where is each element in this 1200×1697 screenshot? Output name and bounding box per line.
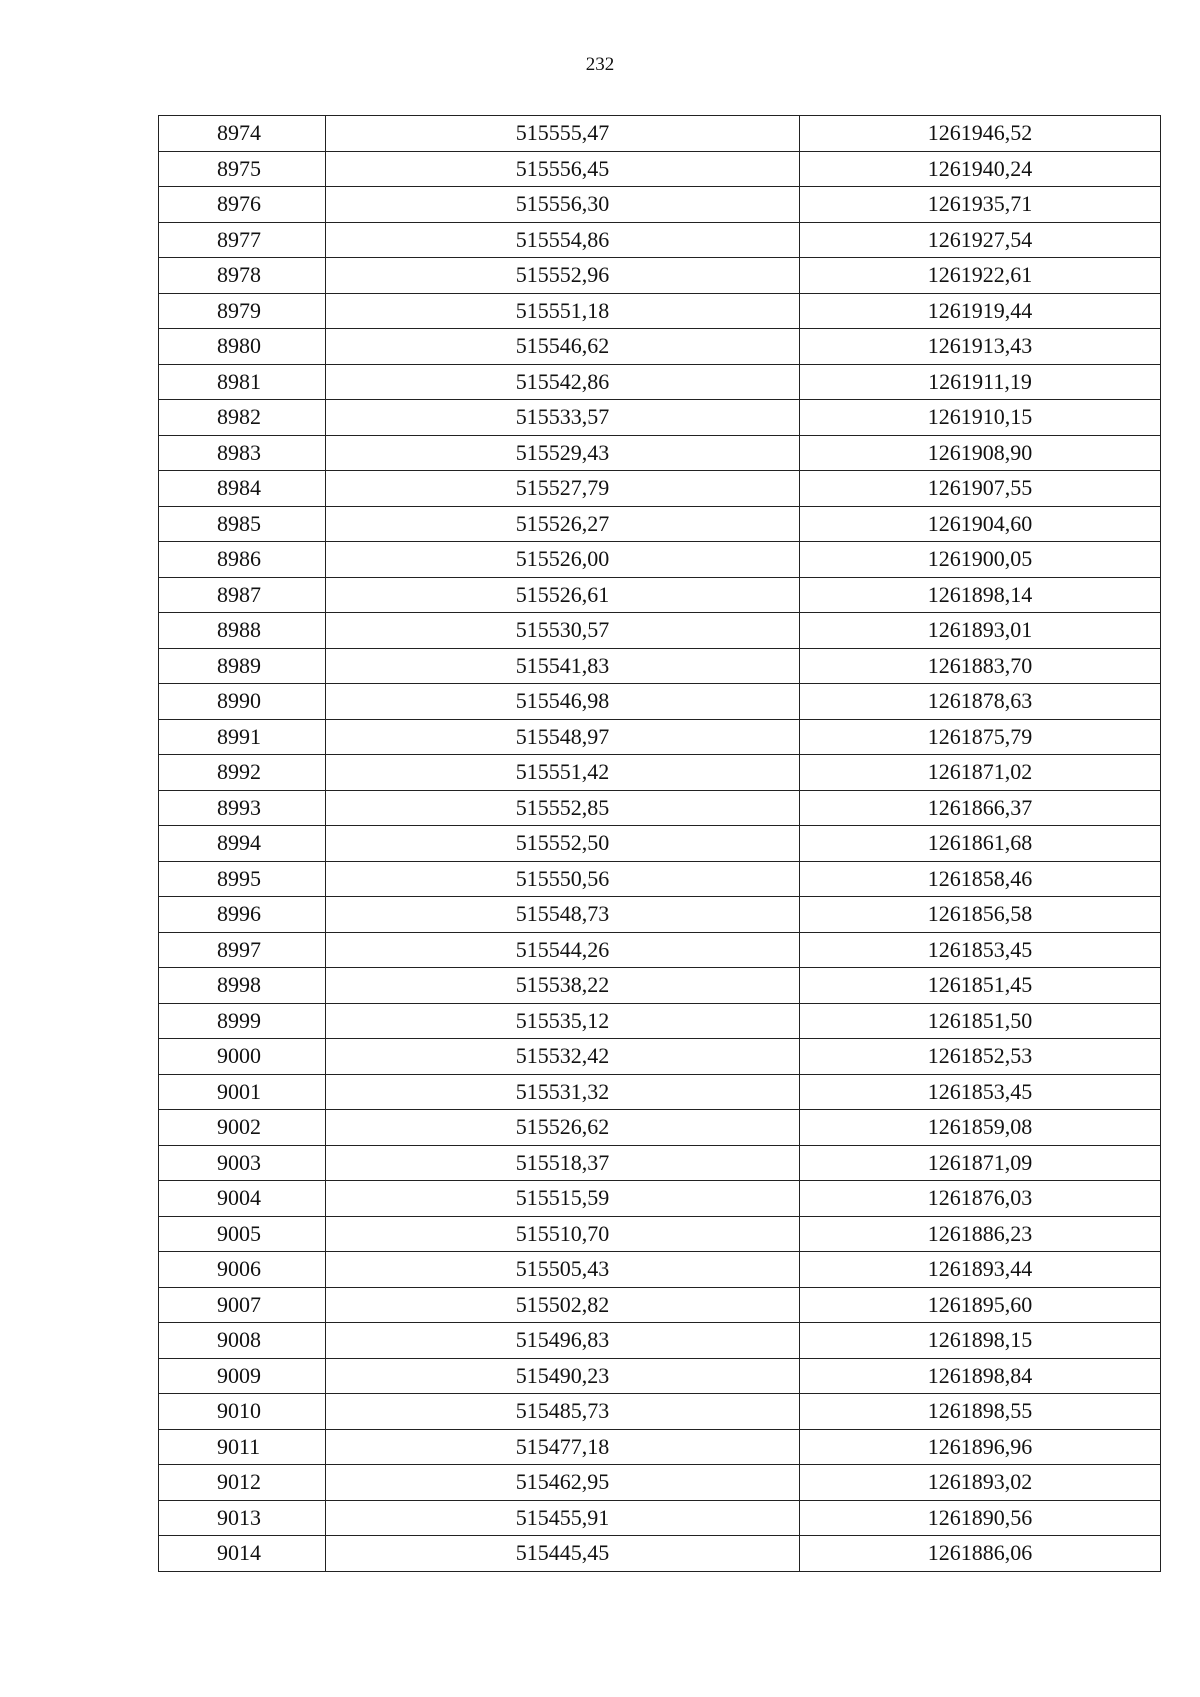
x-coordinate-cell: 515462,95	[326, 1465, 800, 1501]
table-row	[159, 1003, 1161, 1039]
x-coordinate-cell: 515477,18	[326, 1429, 800, 1465]
table-row	[159, 613, 1161, 649]
point-number-cell: 9000	[159, 1039, 326, 1075]
point-number-cell: 9012	[159, 1465, 326, 1501]
x-coordinate-cell: 515551,42	[326, 755, 800, 791]
x-coordinate-cell: 515544,26	[326, 932, 800, 968]
x-coordinate-cell: 515535,12	[326, 1003, 800, 1039]
y-coordinate-cell: 1261895,60	[800, 1287, 1161, 1323]
table-row	[159, 1074, 1161, 1110]
point-number-cell: 8975	[159, 151, 326, 187]
point-number-cell: 8999	[159, 1003, 326, 1039]
x-coordinate-cell: 515556,45	[326, 151, 800, 187]
y-coordinate-cell: 1261883,70	[800, 648, 1161, 684]
x-coordinate-cell: 515532,42	[326, 1039, 800, 1075]
y-coordinate-cell: 1261859,08	[800, 1110, 1161, 1146]
x-coordinate-cell: 515515,59	[326, 1181, 800, 1217]
point-number-cell: 9007	[159, 1287, 326, 1323]
point-number-cell: 8988	[159, 613, 326, 649]
y-coordinate-cell: 1261898,15	[800, 1323, 1161, 1359]
table-row	[159, 1181, 1161, 1217]
x-coordinate-cell: 515510,70	[326, 1216, 800, 1252]
x-coordinate-cell: 515502,82	[326, 1287, 800, 1323]
point-number-cell: 8993	[159, 790, 326, 826]
table-row	[159, 506, 1161, 542]
y-coordinate-cell: 1261907,55	[800, 471, 1161, 507]
x-coordinate-cell: 515529,43	[326, 435, 800, 471]
y-coordinate-cell: 1261871,09	[800, 1145, 1161, 1181]
table-row	[159, 400, 1161, 436]
table-row	[159, 1252, 1161, 1288]
point-number-cell: 9002	[159, 1110, 326, 1146]
x-coordinate-cell: 515526,62	[326, 1110, 800, 1146]
point-number-cell: 8987	[159, 577, 326, 613]
x-coordinate-cell: 515526,27	[326, 506, 800, 542]
point-number-cell: 8979	[159, 293, 326, 329]
x-coordinate-cell: 515556,30	[326, 187, 800, 223]
table-row	[159, 932, 1161, 968]
table-row	[159, 755, 1161, 791]
table-row	[159, 1429, 1161, 1465]
y-coordinate-cell: 1261851,45	[800, 968, 1161, 1004]
x-coordinate-cell: 515541,83	[326, 648, 800, 684]
coordinates-table-body	[159, 116, 1161, 1572]
table-row	[159, 222, 1161, 258]
point-number-cell: 8981	[159, 364, 326, 400]
table-row	[159, 471, 1161, 507]
table-row	[159, 187, 1161, 223]
y-coordinate-cell: 1261853,45	[800, 1074, 1161, 1110]
point-number-cell: 8986	[159, 542, 326, 578]
table-row	[159, 1536, 1161, 1572]
y-coordinate-cell: 1261893,02	[800, 1465, 1161, 1501]
point-number-cell: 8995	[159, 861, 326, 897]
x-coordinate-cell: 515550,56	[326, 861, 800, 897]
point-number-cell: 8992	[159, 755, 326, 791]
y-coordinate-cell: 1261910,15	[800, 400, 1161, 436]
y-coordinate-cell: 1261851,50	[800, 1003, 1161, 1039]
y-coordinate-cell: 1261911,19	[800, 364, 1161, 400]
table-row	[159, 1039, 1161, 1075]
y-coordinate-cell: 1261900,05	[800, 542, 1161, 578]
table-row	[159, 577, 1161, 613]
page-number: 232	[585, 54, 615, 75]
y-coordinate-cell: 1261922,61	[800, 258, 1161, 294]
y-coordinate-cell: 1261904,60	[800, 506, 1161, 542]
point-number-cell: 8985	[159, 506, 326, 542]
table-row	[159, 648, 1161, 684]
point-number-cell: 8976	[159, 187, 326, 223]
x-coordinate-cell: 515551,18	[326, 293, 800, 329]
point-number-cell: 8983	[159, 435, 326, 471]
point-number-cell: 9014	[159, 1536, 326, 1572]
y-coordinate-cell: 1261878,63	[800, 684, 1161, 720]
x-coordinate-cell: 515538,22	[326, 968, 800, 1004]
y-coordinate-cell: 1261893,01	[800, 613, 1161, 649]
point-number-cell: 9006	[159, 1252, 326, 1288]
point-number-cell: 8991	[159, 719, 326, 755]
y-coordinate-cell: 1261886,06	[800, 1536, 1161, 1572]
point-number-cell: 8998	[159, 968, 326, 1004]
x-coordinate-cell: 515552,50	[326, 826, 800, 862]
y-coordinate-cell: 1261890,56	[800, 1500, 1161, 1536]
point-number-cell: 8984	[159, 471, 326, 507]
x-coordinate-cell: 515533,57	[326, 400, 800, 436]
point-number-cell: 8978	[159, 258, 326, 294]
table-row	[159, 861, 1161, 897]
y-coordinate-cell: 1261935,71	[800, 187, 1161, 223]
x-coordinate-cell: 515548,97	[326, 719, 800, 755]
y-coordinate-cell: 1261908,90	[800, 435, 1161, 471]
x-coordinate-cell: 515546,98	[326, 684, 800, 720]
x-coordinate-cell: 515496,83	[326, 1323, 800, 1359]
y-coordinate-cell: 1261856,58	[800, 897, 1161, 933]
table-row	[159, 1323, 1161, 1359]
point-number-cell: 9004	[159, 1181, 326, 1217]
point-number-cell: 9010	[159, 1394, 326, 1430]
y-coordinate-cell: 1261898,14	[800, 577, 1161, 613]
table-row	[159, 329, 1161, 365]
table-row	[159, 1216, 1161, 1252]
y-coordinate-cell: 1261898,55	[800, 1394, 1161, 1430]
table-row	[159, 1358, 1161, 1394]
point-number-cell: 8977	[159, 222, 326, 258]
table-row	[159, 826, 1161, 862]
y-coordinate-cell: 1261871,02	[800, 755, 1161, 791]
y-coordinate-cell: 1261852,53	[800, 1039, 1161, 1075]
table-row	[159, 684, 1161, 720]
point-number-cell: 8996	[159, 897, 326, 933]
table-row	[159, 435, 1161, 471]
table-row	[159, 719, 1161, 755]
table-row	[159, 1465, 1161, 1501]
y-coordinate-cell: 1261896,96	[800, 1429, 1161, 1465]
x-coordinate-cell: 515490,23	[326, 1358, 800, 1394]
table-row	[159, 897, 1161, 933]
point-number-cell: 9009	[159, 1358, 326, 1394]
y-coordinate-cell: 1261866,37	[800, 790, 1161, 826]
table-row	[159, 151, 1161, 187]
point-number-cell: 8990	[159, 684, 326, 720]
table-row	[159, 258, 1161, 294]
table-row	[159, 1110, 1161, 1146]
y-coordinate-cell: 1261876,03	[800, 1181, 1161, 1217]
x-coordinate-cell: 515505,43	[326, 1252, 800, 1288]
x-coordinate-cell: 515485,73	[326, 1394, 800, 1430]
point-number-cell: 9001	[159, 1074, 326, 1110]
point-number-cell: 9003	[159, 1145, 326, 1181]
y-coordinate-cell: 1261893,44	[800, 1252, 1161, 1288]
point-number-cell: 8989	[159, 648, 326, 684]
table-row	[159, 1500, 1161, 1536]
y-coordinate-cell: 1261913,43	[800, 329, 1161, 365]
x-coordinate-cell: 515552,96	[326, 258, 800, 294]
x-coordinate-cell: 515548,73	[326, 897, 800, 933]
table-row	[159, 116, 1161, 152]
table-row	[159, 1287, 1161, 1323]
point-number-cell: 9013	[159, 1500, 326, 1536]
point-number-cell: 8994	[159, 826, 326, 862]
y-coordinate-cell: 1261861,68	[800, 826, 1161, 862]
point-number-cell: 8997	[159, 932, 326, 968]
point-number-cell: 8974	[159, 116, 326, 152]
x-coordinate-cell: 515445,45	[326, 1536, 800, 1572]
point-number-cell: 8980	[159, 329, 326, 365]
y-coordinate-cell: 1261853,45	[800, 932, 1161, 968]
coordinates-table	[158, 115, 1161, 1572]
x-coordinate-cell: 515552,85	[326, 790, 800, 826]
table-row	[159, 542, 1161, 578]
y-coordinate-cell: 1261886,23	[800, 1216, 1161, 1252]
x-coordinate-cell: 515554,86	[326, 222, 800, 258]
y-coordinate-cell: 1261875,79	[800, 719, 1161, 755]
x-coordinate-cell: 515455,91	[326, 1500, 800, 1536]
point-number-cell: 9005	[159, 1216, 326, 1252]
y-coordinate-cell: 1261927,54	[800, 222, 1161, 258]
point-number-cell: 8982	[159, 400, 326, 436]
y-coordinate-cell: 1261858,46	[800, 861, 1161, 897]
x-coordinate-cell: 515518,37	[326, 1145, 800, 1181]
x-coordinate-cell: 515526,00	[326, 542, 800, 578]
x-coordinate-cell: 515542,86	[326, 364, 800, 400]
table-row	[159, 364, 1161, 400]
x-coordinate-cell: 515526,61	[326, 577, 800, 613]
x-coordinate-cell: 515555,47	[326, 116, 800, 152]
x-coordinate-cell: 515527,79	[326, 471, 800, 507]
table-row	[159, 1394, 1161, 1430]
y-coordinate-cell: 1261898,84	[800, 1358, 1161, 1394]
y-coordinate-cell: 1261919,44	[800, 293, 1161, 329]
x-coordinate-cell: 515530,57	[326, 613, 800, 649]
table-row	[159, 790, 1161, 826]
point-number-cell: 9008	[159, 1323, 326, 1359]
x-coordinate-cell: 515546,62	[326, 329, 800, 365]
y-coordinate-cell: 1261946,52	[800, 116, 1161, 152]
table-row	[159, 293, 1161, 329]
x-coordinate-cell: 515531,32	[326, 1074, 800, 1110]
point-number-cell: 9011	[159, 1429, 326, 1465]
table-row	[159, 968, 1161, 1004]
y-coordinate-cell: 1261940,24	[800, 151, 1161, 187]
table-row	[159, 1145, 1161, 1181]
